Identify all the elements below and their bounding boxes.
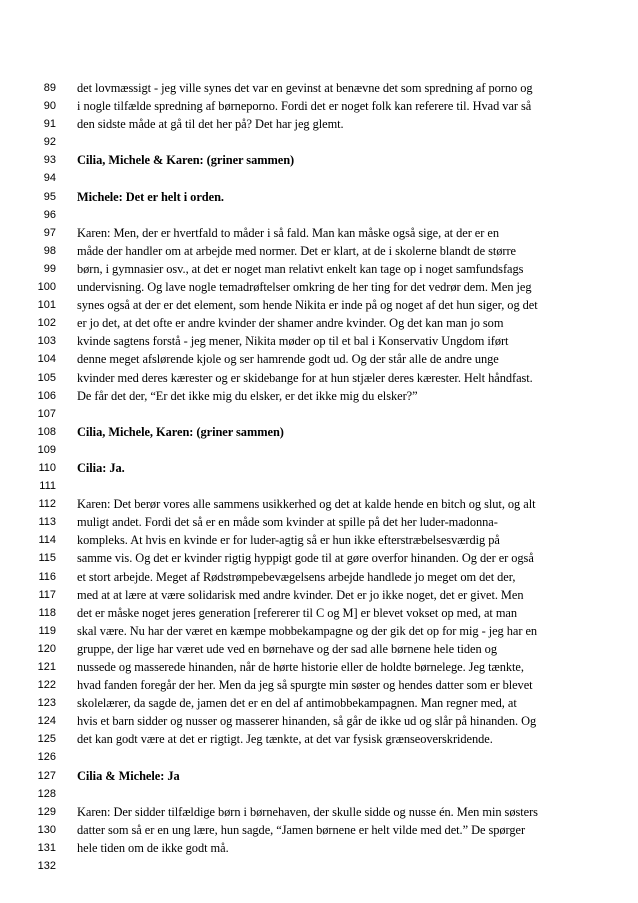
line-number: 121: [37, 661, 56, 673]
line-number: 130: [37, 823, 56, 836]
transcript-line: [0, 748, 638, 766]
line-number: 118: [38, 606, 56, 619]
transcript-line: [0, 658, 638, 676]
transcript-line: [0, 821, 638, 839]
line-number: 106: [37, 389, 56, 402]
transcript-line: [0, 224, 638, 242]
transcript-line: [0, 79, 638, 97]
transcript-line: [0, 260, 638, 278]
line-number: 119: [38, 624, 56, 637]
line-number: 89: [43, 82, 56, 94]
line-text: det lovmæssigt - jeg ville synes det var en gevinst at benævne det som spredning af porno og: [77, 81, 533, 95]
transcript-line: [0, 857, 638, 875]
line-text: kvinde sagtens forstå - jeg mener, Nikita møder op til et bal i Konservativ Ungdom iført: [77, 334, 509, 349]
transcript-line: [0, 242, 638, 260]
line-text: Karen: Der sidder tilfældige børn i børnehaven, der skulle sidde og nusse én. Men min søsters: [77, 804, 538, 819]
line-text: datter som så er en ung lære, hun sagde, “Jamen børnene er helt vilde med det.” De spørger: [77, 822, 526, 837]
line-number: 107: [37, 407, 56, 420]
transcript-line: [0, 785, 638, 803]
transcript-line: [0, 332, 638, 350]
line-text: med at at lære at være solidarisk med andre kvinder. Det er jo ikke noget, det er givet. Men: [77, 587, 524, 602]
transcript-line: [0, 369, 638, 387]
transcript-line: [0, 188, 638, 206]
transcript-line: [0, 839, 638, 857]
line-text: hele tiden om de ikke godt må.: [77, 840, 229, 855]
line-number: 97: [43, 226, 56, 239]
line-number: 91: [43, 118, 56, 131]
line-number: 125: [37, 733, 56, 746]
transcript-line: [0, 513, 638, 531]
line-number: 114: [38, 534, 56, 547]
transcript-line: [0, 586, 638, 604]
line-number: 126: [37, 751, 56, 764]
line-number: 113: [38, 516, 56, 529]
line-number: 112: [38, 498, 56, 511]
line-text: Karen: Det berør vores alle sammens usikkerhed og det at kalde hende en bitch og slut, og alt: [77, 497, 536, 512]
line-text: De får det der, “Er det ikke mig du elsker, er det ikke mig du elsker?”: [77, 388, 418, 403]
line-text: det kan godt være at det er rigtigt. Jeg tænkte, at det var fysisk grænseoverskridende.: [77, 732, 493, 747]
transcript-line: [0, 477, 638, 495]
transcript-line: [0, 803, 638, 821]
transcript-line: [0, 151, 638, 169]
transcript-line: [0, 549, 638, 567]
line-number: 117: [38, 588, 56, 601]
line-number: 116: [38, 570, 56, 583]
line-number: 101: [37, 299, 56, 312]
line-text: denne meget afslørende kjole og ser hamrende godt ud. Og der står alle de andre unge: [77, 352, 499, 367]
line-number: 95: [43, 190, 56, 203]
transcript-page: [0, 79, 638, 875]
line-text: undervisning. Og lave nogle temadrøftelser omkring de her ting for det vedrør dem. Men jeg: [77, 280, 532, 295]
transcript-line: [0, 459, 638, 477]
line-number: 122: [37, 679, 56, 692]
transcript-line: [0, 640, 638, 658]
transcript-line: [0, 350, 638, 368]
transcript-line: [0, 694, 638, 712]
line-text: muligt andet. Fordi det så er en måde som kvinder at spille på det her luder-madonna-: [77, 515, 498, 530]
line-text: nussede og masserede hinanden, når de hørte historie eller de holdte børnelege. Jeg tænkte,: [77, 660, 524, 674]
transcript-line: [0, 169, 638, 187]
line-number: 127: [37, 769, 56, 782]
line-text: børn, i gymnasier osv., at det er noget man relativt enkelt kan tage op i noget samfundsfags: [77, 261, 524, 276]
transcript-line: [0, 206, 638, 224]
line-text: skal være. Nu har der været en kæmpe mobbekampagne og der gik det op for mig - jeg har en: [77, 623, 538, 638]
transcript-line: [0, 495, 638, 513]
line-number: 104: [37, 353, 56, 366]
line-text: skolelærer, da sagde de, jamen det er en del af antimobbekampagnen. Man regner med, at: [77, 696, 517, 711]
line-text: samme vis. Og det er kvinder rigtig hyppigt gode til at gøre overfor hinanden. Og der er også: [77, 551, 534, 566]
transcript-line: [0, 387, 638, 405]
transcript-line: [0, 405, 638, 423]
line-number: 98: [43, 244, 56, 257]
line-number: 110: [38, 461, 56, 474]
transcript-line: [0, 133, 638, 151]
transcript-line: [0, 604, 638, 622]
line-number: 129: [37, 805, 56, 818]
transcript-line: [0, 712, 638, 730]
line-number: 93: [43, 154, 56, 167]
line-text: hvis et barn sidder og nusser og masserer hinanden, så går de ikke ud og slår på hinanden. Og: [77, 714, 537, 729]
line-text: det er måske noget jeres generation [refererer til C og M] er blevet vokset op med, at man: [77, 605, 518, 620]
transcript-line: [0, 676, 638, 694]
line-number: 132: [37, 860, 56, 873]
line-number: 115: [38, 552, 56, 565]
line-text: den sidste måde at gå til det her på? Det har jeg glemt.: [77, 117, 344, 132]
transcript-line: [0, 278, 638, 296]
speaker-line: Cilia & Michele: Ja: [77, 768, 180, 783]
line-number: 105: [37, 371, 56, 384]
transcript-line: [0, 441, 638, 459]
line-text: kompleks. At hvis en kvinde er for luder-agtig så er hun ikke efterstræbelsesværdig på: [77, 533, 500, 548]
line-number: 102: [37, 317, 56, 330]
line-number: 108: [37, 425, 56, 438]
transcript-line: [0, 730, 638, 748]
line-number: 124: [37, 715, 56, 728]
line-number: 109: [37, 443, 56, 456]
speaker-line: Cilia: Ja.: [77, 460, 125, 475]
line-number: 111: [39, 480, 56, 493]
line-number: 96: [43, 208, 56, 221]
line-number: 120: [37, 642, 56, 655]
transcript-line: [0, 115, 638, 133]
line-number: 94: [43, 172, 56, 185]
line-text: kvinder med deres kærester og er skidebange for at hun stjæler deres kærester. Helt håndfast.: [77, 370, 533, 385]
transcript-line: [0, 531, 638, 549]
transcript-line: [0, 622, 638, 640]
transcript-line: [0, 568, 638, 586]
transcript-line: [0, 314, 638, 332]
line-number: 128: [37, 787, 56, 800]
line-text: et stort arbejde. Meget af Rødstrømpebevægelsens arbejde handlede jo meget om det der,: [77, 569, 516, 584]
line-number: 99: [43, 262, 56, 275]
line-text: måde der handler om at arbejde med normer. Det er klart, at de i skolerne blandt de større: [77, 243, 516, 258]
line-number: 90: [43, 100, 56, 113]
line-text: gruppe, der lige har været ude ved en børnehave og der sad alle børnene hele tiden og: [77, 641, 497, 656]
line-text: er jo det, at det ofte er andre kvinder der shamer andre kvinder. Og det kan man jo som: [77, 316, 504, 331]
transcript-line: [0, 296, 638, 314]
line-number: 123: [37, 697, 56, 710]
line-text: hvad fanden foregår der her. Men da jeg så spurgte min søster og hendes datter som er blevet: [77, 678, 533, 693]
speaker-line: Cilia, Michele & Karen: (griner sammen): [77, 153, 295, 168]
line-number: 103: [37, 335, 56, 348]
line-text: Karen: Men, der er hvertfald to måder i så fald. Man kan måske også sige, at der er en: [77, 225, 499, 240]
line-text: i nogle tilfælde spredning af børneporno. Fordi det er noget folk kan referere til. Hvad var så: [77, 99, 532, 114]
transcript-line: [0, 423, 638, 441]
speaker-line: Cilia, Michele, Karen: (griner sammen): [77, 424, 284, 439]
transcript-line: [0, 97, 638, 115]
line-text: synes også at der er det element, som hende Nikita er inde på og noget af det hun siger, og det: [77, 298, 538, 313]
line-number: 100: [37, 281, 56, 294]
speaker-line: Michele: Det er helt i orden.: [77, 189, 224, 204]
line-number: 131: [37, 841, 56, 854]
transcript-line: [0, 767, 638, 785]
line-number: 92: [43, 136, 56, 149]
